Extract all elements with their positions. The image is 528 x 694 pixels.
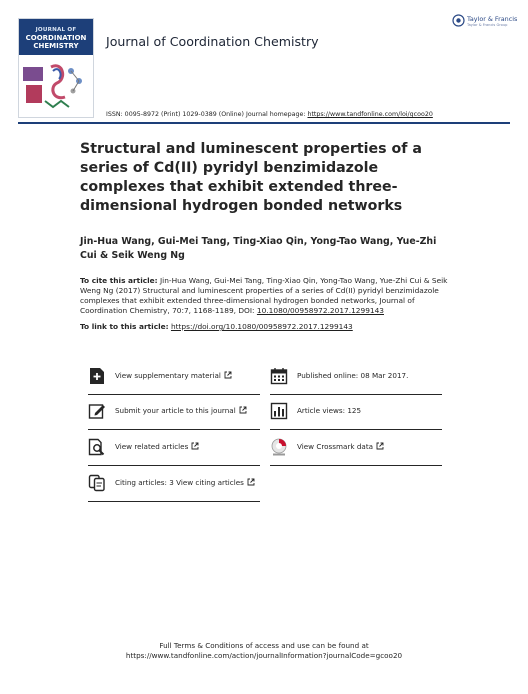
footer-terms-text: Full Terms & Conditions of access and use can be found at (159, 641, 369, 650)
publisher-subtitle: Taylor & Francis Group (467, 23, 508, 27)
footer (0, 641, 528, 661)
submit-article-label: Submit your article to this journal (115, 406, 247, 415)
supplementary-material-link[interactable] (88, 363, 260, 395)
crossmark-icon (270, 438, 288, 456)
citation-doi-link[interactable]: 10.1080/00958972.2017.1299143 (256, 306, 384, 315)
cover-line-2: COORDINATION CHEMISTRY (25, 34, 87, 50)
cover-banner (19, 19, 93, 55)
crossmark-link[interactable] (270, 434, 442, 466)
external-link-icon (224, 371, 232, 379)
document-plus-icon (88, 367, 106, 385)
citation-block (80, 276, 452, 316)
row-divider (88, 501, 260, 503)
submit-article-link[interactable] (88, 398, 260, 430)
citation-text: Jin-Hua Wang, Gui-Mei Tang, Ting-Xiao Qin, Yong-Tao Wang, Yue-Zhi Cui & Seik Weng Ng (2017) Structural and luminescent properties of a series of Cd(II) pyridyl benzimidazole complexes that exhibit extended three-dimensional hydrogen bonded networks, Journal of Coordination Chemistry, 70:7, 1168-1189, DOI: (80, 276, 448, 315)
article-link-label: To link to this article: (80, 322, 169, 331)
journal-title[interactable]: Journal of Coordination Chemistry (106, 34, 319, 49)
row-divider (88, 465, 260, 467)
related-articles-icon (88, 438, 106, 456)
external-link-icon (239, 406, 247, 414)
citing-articles-link[interactable] (88, 470, 260, 502)
calendar-icon (270, 367, 288, 385)
journal-homepage-link[interactable]: https://www.tandfonline.com/loi/gcoo20 (307, 111, 433, 118)
publisher-name: Taylor & Francis (467, 15, 518, 23)
row-divider (270, 429, 442, 431)
published-online-label: Published online: 08 Mar 2017. (297, 371, 409, 380)
article-title: Structural and luminescent properties of a series of Cd(II) pyridyl benzimidazole complexes that exhibit extended three-dimensional hydrogen bonded networks (80, 141, 422, 214)
row-divider (88, 429, 260, 431)
article-views-info (270, 398, 442, 430)
citing-articles-icon (88, 474, 106, 492)
publisher-logo-icon (452, 14, 465, 27)
related-articles-link[interactable] (88, 434, 260, 466)
footer-terms-link[interactable]: https://www.tandfonline.com/action/journalInformation?journalCode=gcoo20 (125, 651, 403, 660)
supplementary-label: View supplementary material (115, 371, 232, 380)
bar-chart-icon (270, 402, 288, 420)
article-doi-url[interactable]: https://doi.org/10.1080/00958972.2017.1299143 (170, 322, 353, 331)
external-link-icon (191, 442, 199, 450)
external-link-icon (247, 478, 255, 486)
issn-text: ISSN: 0095-8972 (Print) 1029-0389 (Online) Journal homepage: (106, 111, 306, 118)
header-divider (18, 122, 510, 124)
related-articles-label: View related articles (115, 442, 199, 451)
article-link-line (80, 322, 452, 331)
external-link-icon (376, 442, 384, 450)
journal-cover (18, 18, 94, 118)
issn-line (106, 111, 433, 118)
row-divider (270, 394, 442, 396)
row-divider (270, 465, 442, 467)
article-views-label: Article views: 125 (297, 406, 362, 415)
citing-articles-label: Citing articles: 3 View citing articles (115, 478, 255, 487)
citation-label: To cite this article: (80, 276, 158, 285)
edit-pencil-icon (88, 402, 106, 420)
publisher-logo[interactable] (452, 14, 522, 36)
article-authors: Jin-Hua Wang, Gui-Mei Tang, Ting-Xiao Qin, Yong-Tao Wang, Yue-Zhi Cui & Seik Weng Ng (80, 236, 437, 261)
crossmark-label: View Crossmark data (297, 442, 384, 451)
cover-line-1: JOURNAL OF (35, 27, 77, 33)
cover-molecule-art (23, 61, 89, 113)
published-online-info (270, 363, 442, 395)
row-divider (88, 394, 260, 396)
